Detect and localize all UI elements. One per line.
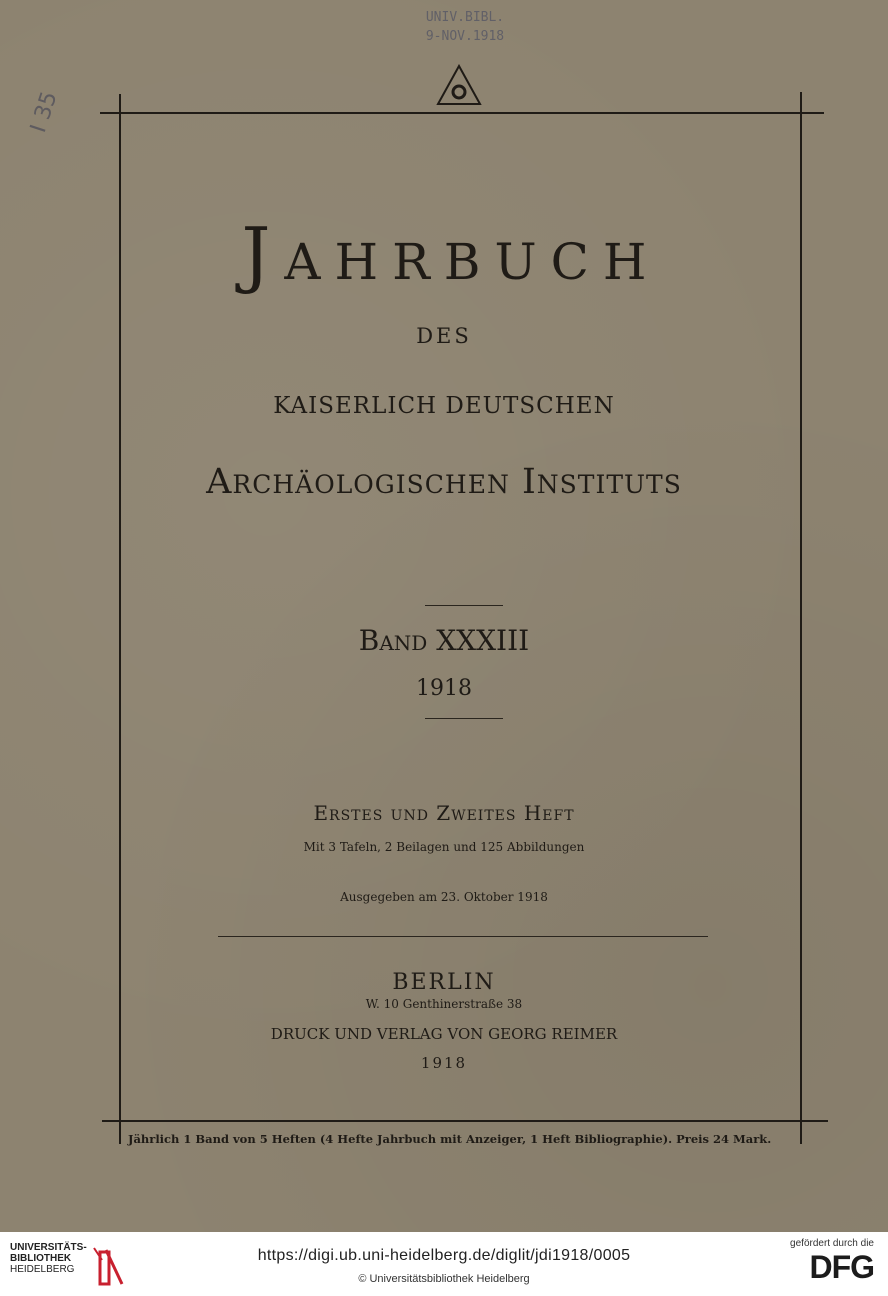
rule-above-imprint [218, 936, 708, 937]
institut-line: Archäologischen Instituts [206, 462, 682, 502]
rule-above-band [425, 605, 503, 606]
dfg-logo: gefördert durch die DFG [790, 1238, 874, 1285]
triangle-eye-icon [436, 64, 482, 106]
address-line: W. 10 Genthinerstraße 38 [365, 997, 523, 1011]
main-title: JAHRBUCH [241, 212, 661, 296]
library-stamp: UNIV.BIBL. 9-NOV.1918 [425, 10, 505, 44]
handwritten-shelfmark: I 35 [26, 88, 63, 136]
contents-line: Mit 3 Tafeln, 2 Beilagen und 125 Abbildungen [303, 840, 585, 854]
subscription-note: Jährlich 1 Band von 5 Heften (4 Hefte Jahrbuch mit Anzeiger, 1 Heft Bibliographie). Preis 24 Mark. [128, 1132, 772, 1146]
publisher-line: DRUCK UND VERLAG VON GEORG REIMER [270, 1025, 618, 1043]
permalink-url[interactable]: https://digi.ub.uni-heidelberg.de/diglit/jdi1918/0005 [257, 1247, 631, 1264]
library-name: UNIVERSITÄTS- BIBLIOTHEK HEIDELBERG [10, 1242, 87, 1275]
frame-top-line [100, 112, 824, 114]
year-line: 1918 [416, 676, 472, 701]
digitization-footer [0, 1232, 888, 1296]
pub-year-line: 1918 [420, 1054, 468, 1072]
city-line: BERLIN [392, 970, 496, 995]
frame-bottom-line [102, 1120, 828, 1122]
issued-line: Ausgegeben am 23. Oktober 1918 [340, 890, 548, 904]
copyright-note: © Universitätsbibliothek Heidelberg [358, 1273, 530, 1285]
des-line: DES [416, 324, 472, 348]
heft-line: Erstes und Zweites Heft [313, 801, 575, 825]
rule-below-band [425, 718, 503, 719]
band-line: Band XXXIII [358, 624, 530, 657]
kaiserlich-line: KAISERLICH DEUTSCHEN [273, 393, 615, 419]
